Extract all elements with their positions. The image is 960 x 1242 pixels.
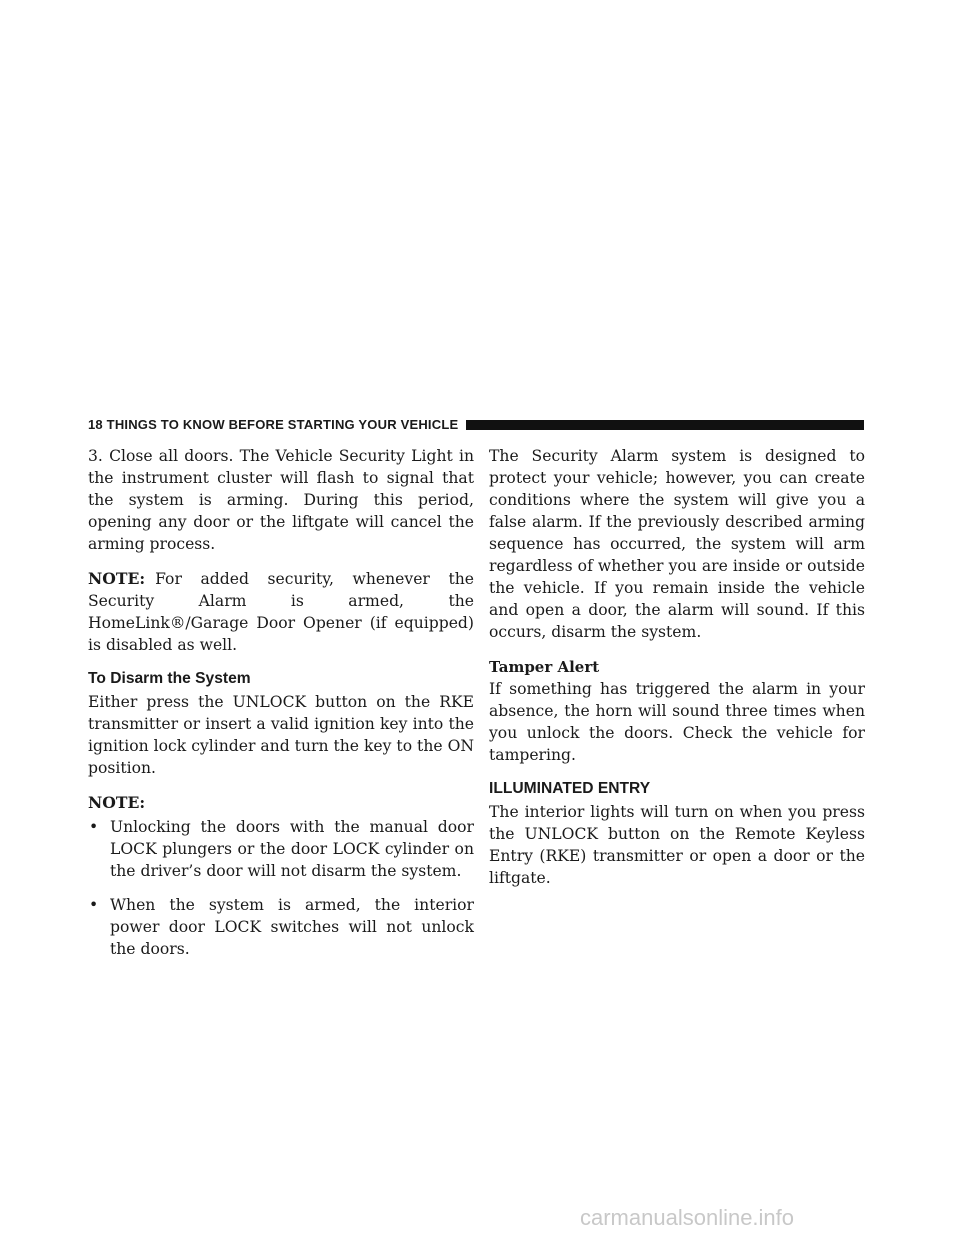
page-header (88, 417, 864, 433)
left-column (88, 445, 474, 972)
disarm-paragraph: Either press the UNLOCK button on the RKE transmitter or insert a valid ignition key into the ignition lock cylinder and turn the key to the ON position. (88, 693, 474, 777)
note-label-2: NOTE: (88, 793, 146, 812)
illuminated-paragraph: The interior lights will turn on when you press the UNLOCK button on the Remote Keyless Entry (RKE) transmitter or open a door or the liftgate. (489, 803, 865, 887)
bullet-text: When the system is armed, the interior power door LOCK switches will not unlock the doors. (110, 896, 474, 958)
note-bullet-list (88, 816, 474, 960)
alarm-paragraph: The Security Alarm system is designed to protect your vehicle; however, you can create conditions where the system will give you a false alarm. If the previously described arming sequence has occurred, the system will arm regardless of whether you are inside or outside the vehicle. If you remain inside the vehicle and open a door, the alarm will sound. If this occurs, disarm the system. (489, 447, 865, 641)
bullet-icon: • (89, 896, 99, 914)
page-number-title: 18 THINGS TO KNOW BEFORE STARTING YOUR VEHICLE (88, 417, 459, 432)
list-item (88, 816, 474, 882)
list-item (88, 894, 474, 960)
section-heading-illuminated: ILLUMINATED ENTRY (489, 780, 651, 797)
header-rule (466, 420, 864, 430)
watermark: carmanualsonline.info (580, 1205, 795, 1230)
section-heading-disarm: To Disarm the System (88, 670, 251, 687)
section-heading-tamper: Tamper Alert (489, 658, 600, 676)
note-paragraph (88, 568, 474, 656)
note-text: For added security, whenever the Security Alarm is armed, the HomeLink®/Garage Door Opener (if equipped) is disabled as well. (88, 570, 474, 654)
bullet-text: Unlocking the doors with the manual door LOCK plungers or the door LOCK cylinder on the driver’s door will not disarm the system. (110, 818, 474, 880)
note-label: NOTE: (88, 569, 146, 588)
step-3-paragraph: 3. Close all doors. The Vehicle Security Light in the instrument cluster will flash to signal that the system is arming. During this period, opening any door or the liftgate will cancel the arming process. (88, 447, 474, 553)
bullet-icon: • (89, 818, 99, 836)
tamper-paragraph: If something has triggered the alarm in your absence, the horn will sound three times when you unlock the doors. Check the vehicle for tampering. (489, 680, 865, 764)
right-column (489, 445, 865, 902)
